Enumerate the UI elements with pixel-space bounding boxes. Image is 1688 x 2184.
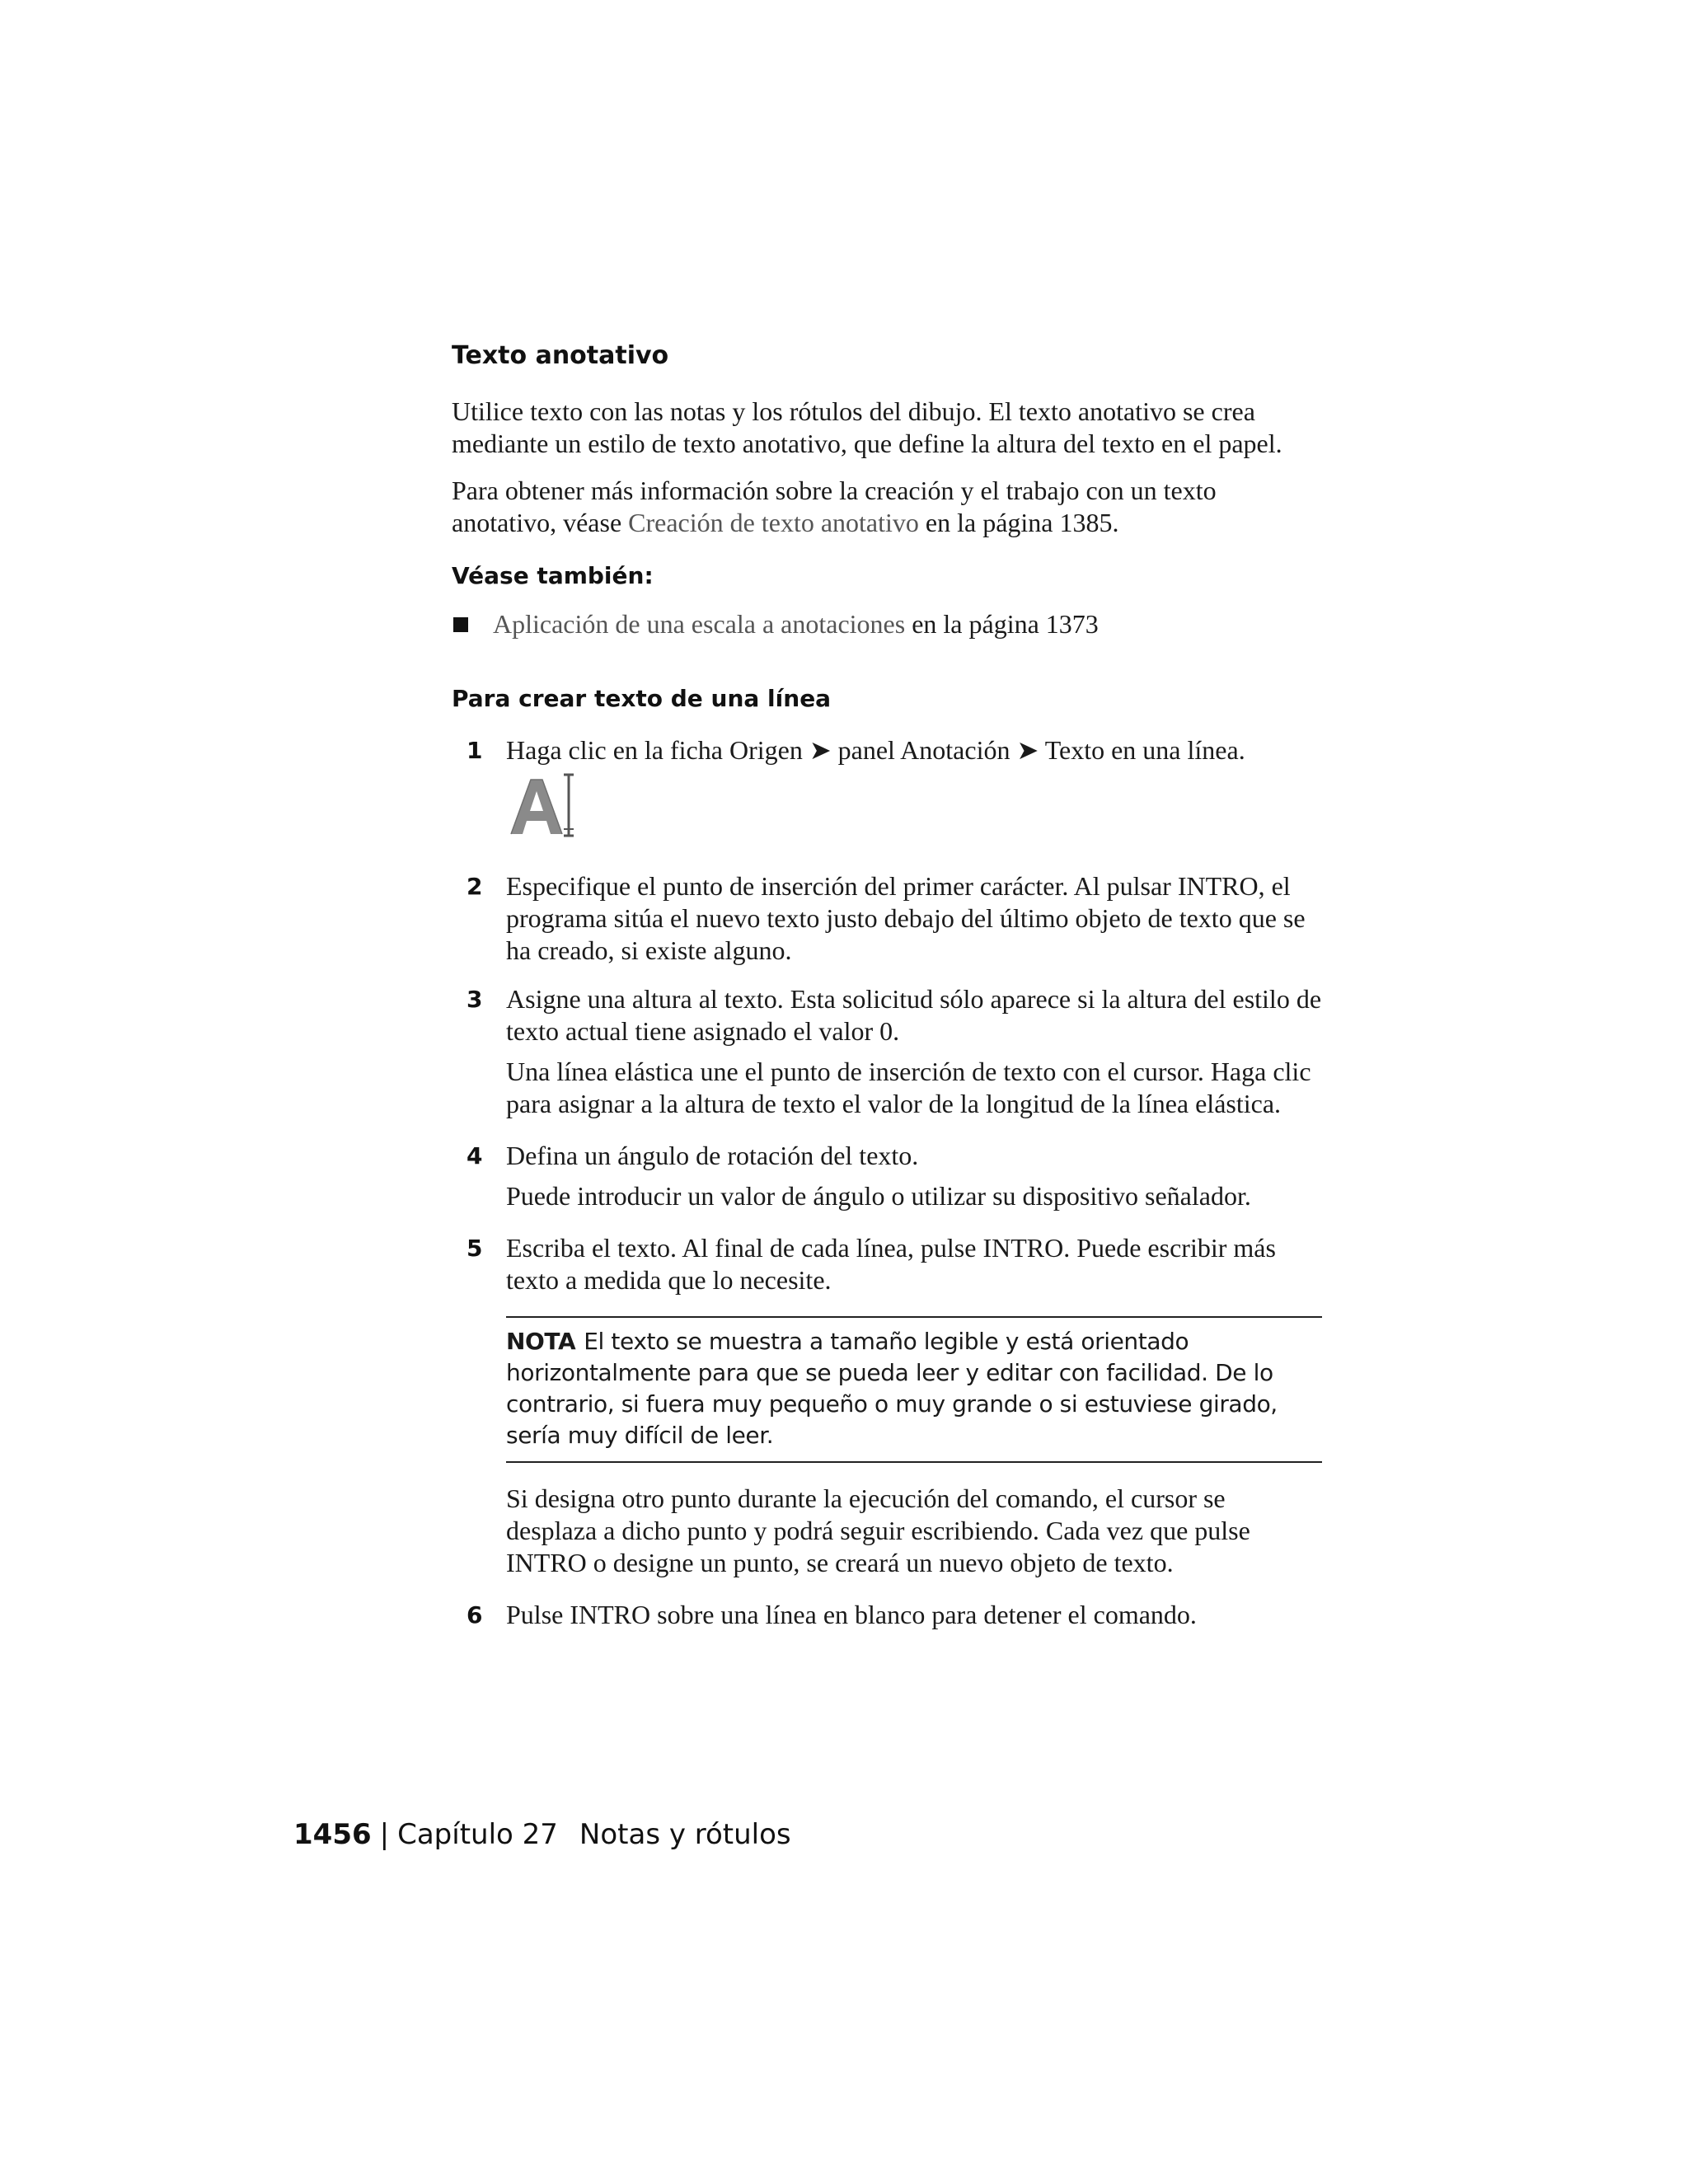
chapter-label: Capítulo 27: [397, 1818, 558, 1851]
page-number: 1456: [293, 1818, 372, 1851]
chapter-title: Notas y rótulos: [579, 1818, 791, 1851]
step-number: 4: [467, 1142, 483, 1169]
see-also-heading: Véase también:: [452, 562, 654, 589]
step-number: 1: [467, 737, 483, 764]
step-2: [452, 870, 1322, 967]
step-detail: Puede introducir un valor de ángulo o utilizar su dispositivo señalador.: [506, 1181, 1251, 1211]
bullet-icon: [453, 617, 468, 632]
step-text: Asigne una altura al texto. Esta solicitud sólo aparece si la altura del estilo de texto actual tiene asignado el valor 0.: [506, 984, 1322, 1046]
more-info-page-ref: en la página 1385.: [918, 508, 1119, 537]
intro-paragraph: Utilice texto con las notas y los rótulos del dibujo. El texto anotativo se crea mediante un estilo de texto anotativo, que define la altura del texto en el papel.: [452, 396, 1282, 458]
escala-anotaciones-link[interactable]: Aplicación de una escala a anotaciones: [493, 609, 906, 639]
note-label: NOTA: [506, 1328, 576, 1355]
step-1: [452, 734, 1322, 841]
creacion-texto-anotativo-link[interactable]: Creación de texto anotativo: [628, 508, 919, 537]
step-5: [452, 1232, 1322, 1579]
note-text: El texto se muestra a tamaño legible y está orientado horizontalmente para que se pueda leer y editar con facilidad. De lo contrario, si fuera muy pequeño o muy grande o si estuviese girado, sería muy difícil de leer.: [506, 1328, 1278, 1449]
step-text: Pulse INTRO sobre una línea en blanco para detener el comando.: [506, 1600, 1197, 1629]
step-text: Escriba el texto. Al final de cada línea, pulse INTRO. Puede escribir más texto a medida que lo necesite.: [506, 1233, 1276, 1295]
step-number: 2: [467, 873, 483, 900]
procedure-steps: [452, 734, 1322, 1631]
procedure-heading: Para crear texto de una línea: [452, 685, 832, 712]
see-also-page-ref: en la página 1373: [905, 609, 1099, 639]
footer-separator: |: [379, 1818, 390, 1851]
step-4: [452, 1140, 1322, 1212]
page-footer: [293, 1816, 791, 1853]
step-detail: Si designa otro punto durante la ejecución del comando, el cursor se desplaza a dicho punto y podrá seguir escribiendo. Cada vez que pulse INTRO o designe un punto, se creará un nuevo objeto de texto.: [506, 1483, 1250, 1577]
step-number: 6: [467, 1601, 483, 1629]
more-info-text: Para obtener más información sobre la creación y el trabajo con un texto anotativo, véase: [452, 476, 1217, 537]
step-number: 3: [467, 986, 483, 1013]
step-6: [452, 1599, 1322, 1631]
see-also-item: [452, 608, 1322, 640]
see-also-item-text: [493, 608, 1099, 640]
step-number: 5: [467, 1235, 483, 1262]
step-text: Defina un ángulo de rotación del texto.: [506, 1141, 919, 1170]
step-detail: Una línea elástica une el punto de inserción de texto con el cursor. Haga clic para asignar a la altura de texto el valor de la longitud de la línea elástica.: [506, 1057, 1311, 1118]
single-line-text-icon: [506, 771, 575, 841]
step-text: Especifique el punto de inserción del primer carácter. Al pulsar INTRO, el programa sitúa el nuevo texto justo debajo del último objeto de texto que se ha creado, si existe alguno.: [506, 871, 1306, 965]
step-text: Haga clic en la ficha Origen ➤ panel Anotación ➤ Texto en una línea.: [506, 735, 1245, 765]
note-box: [506, 1316, 1322, 1463]
more-info-paragraph: [452, 475, 1322, 539]
section-title: Texto anotativo: [452, 341, 669, 370]
page-content: [452, 340, 1322, 1631]
step-3: [452, 983, 1322, 1120]
